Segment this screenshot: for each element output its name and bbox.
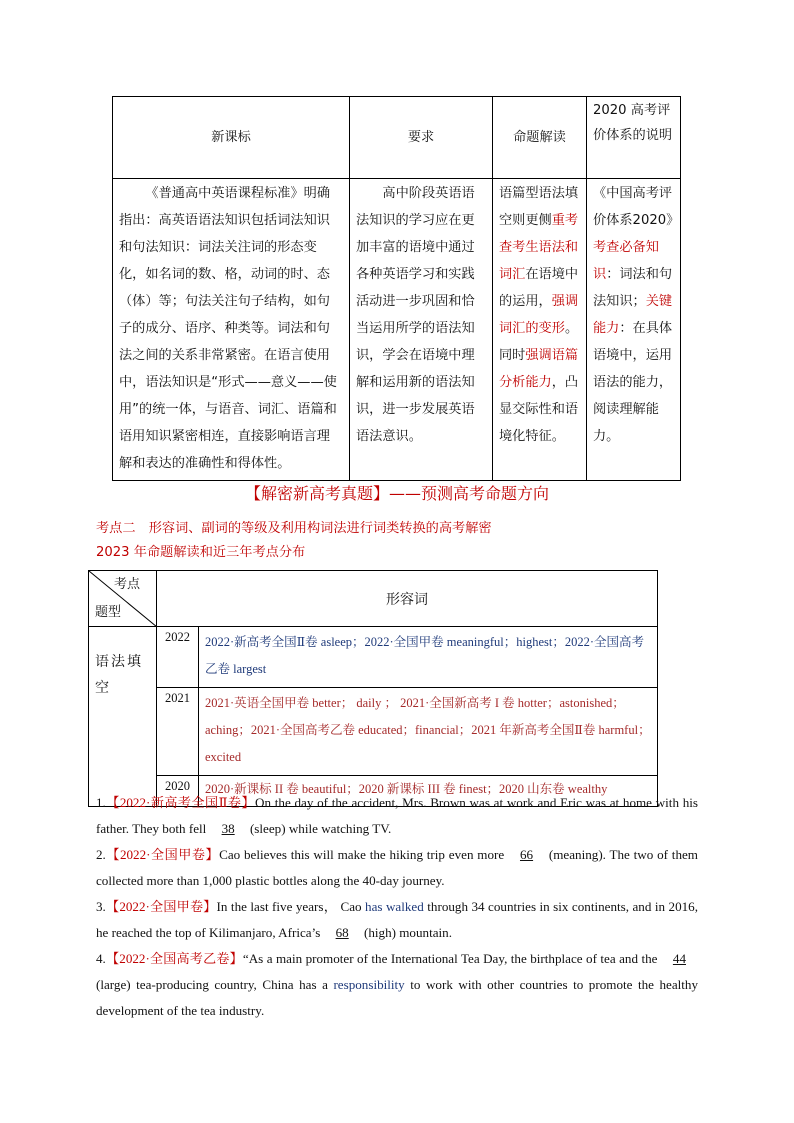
- eval-highlight: 考查必备知识: [593, 240, 659, 282]
- eval-highlight: 关键能力: [593, 294, 673, 336]
- eval-part: 《中国高考评价体系2020》: [593, 186, 680, 228]
- question-source: 【2022·全国高考乙卷】: [105, 951, 243, 966]
- question-text: (sleep) while watching TV.: [246, 821, 392, 836]
- interp-part: ，凸显交际性和语境化特征。: [499, 375, 579, 444]
- header-requirement: 要求: [350, 97, 493, 179]
- year-cell: 2020: [157, 776, 199, 807]
- interp-highlight: 强调词汇的变形: [499, 294, 579, 336]
- content-cell: 2022·新高考全国Ⅱ卷 asleep；2022·全国甲卷 meaningful；highest；2022·全国高考乙卷 largest: [199, 627, 658, 688]
- question-text: through 34 countries in six continents, and in 2016, he reached the top of Kilimanjaro, Africa’s: [96, 899, 698, 940]
- section-title: 考点二 形容词、副词的等级及利用构词法进行词类转换的高考解密: [96, 521, 492, 536]
- interp-part: 。同时: [499, 321, 579, 363]
- interpretation-text: [493, 179, 587, 481]
- answer-blank: 38: [221, 821, 235, 836]
- question-source: 【2022·全国甲卷】: [105, 899, 217, 914]
- question-text: “As a main promoter of the International Tea Day, the birthplace of tea and the: [242, 951, 661, 966]
- header-adjective: 形容词: [157, 571, 658, 627]
- eval-part: ：词法和句法知识；: [593, 267, 673, 309]
- question-item: [96, 842, 698, 894]
- curriculum-table: [112, 96, 681, 481]
- interp-highlight: 强调语篇分析能力: [499, 348, 579, 390]
- question-number: 1.: [96, 795, 106, 810]
- diag-label-topic: 考点: [113, 577, 140, 592]
- question-text: (high) mountain.: [360, 925, 452, 940]
- answer-blank: 44: [672, 951, 686, 966]
- question-source: 【2022·新高考全国Ⅱ卷】: [105, 795, 256, 810]
- question-number: 3.: [96, 899, 106, 914]
- standard-text: 《普通高中英语课程标准》明确指出：高英语语法知识包括词法知识和句法知识：词法关注词的形态变化，如名词的数、格，动词的时、态（体）等；句法关注句子结构，如句子的成分、语序、种类等。词法和句法之间的关系非常紧密。在语言使用中，语法知识是“形式——意义——使用”的统一体，与语音、词汇、语篇和语用知识紧密相连，直接影响语言理解和表达的准确性和得体性。: [113, 179, 350, 481]
- requirement-text: 高中阶段英语语法知识的学习应在更加丰富的语境中通过各种英语学习和实践活动进一步巩固和恰当运用所学的语法知识，学会在语境中理解和运用新的语法知识，进一步发展英语语法意识。: [350, 179, 493, 481]
- question-text: In the last five years， Cao: [216, 899, 366, 914]
- question-number: 2.: [96, 847, 106, 862]
- section-subtitle: 2023 年命题解读和近三年考点分布: [96, 545, 306, 560]
- question-item: [96, 790, 698, 842]
- question-source: 【2022·全国甲卷】: [105, 847, 220, 862]
- highlighted-phrase: responsibility: [333, 977, 405, 992]
- banner-title: 【解密新高考真题】——预测高考命题方向: [244, 484, 549, 503]
- header-new-standard: 新课标: [113, 97, 350, 179]
- question-text: (large) tea-producing country, China has a: [96, 977, 334, 992]
- question-text: Cao believes this will make the hiking trip even more: [219, 847, 508, 862]
- curriculum-table-row: [113, 179, 681, 481]
- content-cell: 2020·新课标 II 卷 beautiful；2020 新课标 III 卷 finest；2020 山东卷 wealthy: [199, 776, 658, 807]
- header-evaluation-system: 2020 高考评价体系的说明: [587, 97, 681, 179]
- year-cell: 2021: [157, 688, 199, 776]
- evaluation-text: [587, 179, 681, 481]
- question-text: to work with other countries to promote the healthy development of the tea industry.: [96, 977, 699, 1018]
- question-item: [96, 946, 698, 1024]
- content-cell: 2021·英语全国甲卷 better； daily ； 2021·全国新高考 I 卷 hotter；astonished；aching；2021·全国高考乙卷 educated；financial；2021 年新高考全国Ⅱ卷 harmful；excited: [199, 688, 658, 776]
- diag-label-type: 题型: [95, 605, 122, 620]
- answer-blank: 68: [335, 925, 349, 940]
- highlighted-phrase: has walked: [365, 899, 424, 914]
- answer-blank: 66: [519, 847, 534, 862]
- interp-highlight: 重考查考生语法和词汇: [499, 213, 579, 282]
- table-row: [89, 688, 658, 776]
- year-cell: 2022: [157, 627, 199, 688]
- question-type: 语法填空: [89, 627, 157, 807]
- interp-part: 在语境中的运用，: [499, 267, 579, 309]
- question-text: (meaning). The two of them collected more than 1,000 plastic bottles along the 40-day journey.: [96, 847, 698, 888]
- interp-part: 语篇型语法填空则更侧: [499, 186, 579, 228]
- table-row: [89, 627, 658, 688]
- header-interpretation: 命题解读: [493, 97, 587, 179]
- eval-part: ：在具体语境中，运用语法的能力，阅读理解能力。: [593, 321, 673, 444]
- question-text: On the day of the accident, Mrs. Brown was at work and Eric was at home with his father. They both fell: [96, 795, 699, 836]
- diagonal-header-cell: [89, 571, 157, 627]
- question-number: 4.: [96, 951, 106, 966]
- curriculum-table-header: [113, 97, 681, 179]
- question-list: [96, 790, 698, 1024]
- exam-distribution-table: [88, 570, 658, 807]
- question-item: [96, 894, 698, 946]
